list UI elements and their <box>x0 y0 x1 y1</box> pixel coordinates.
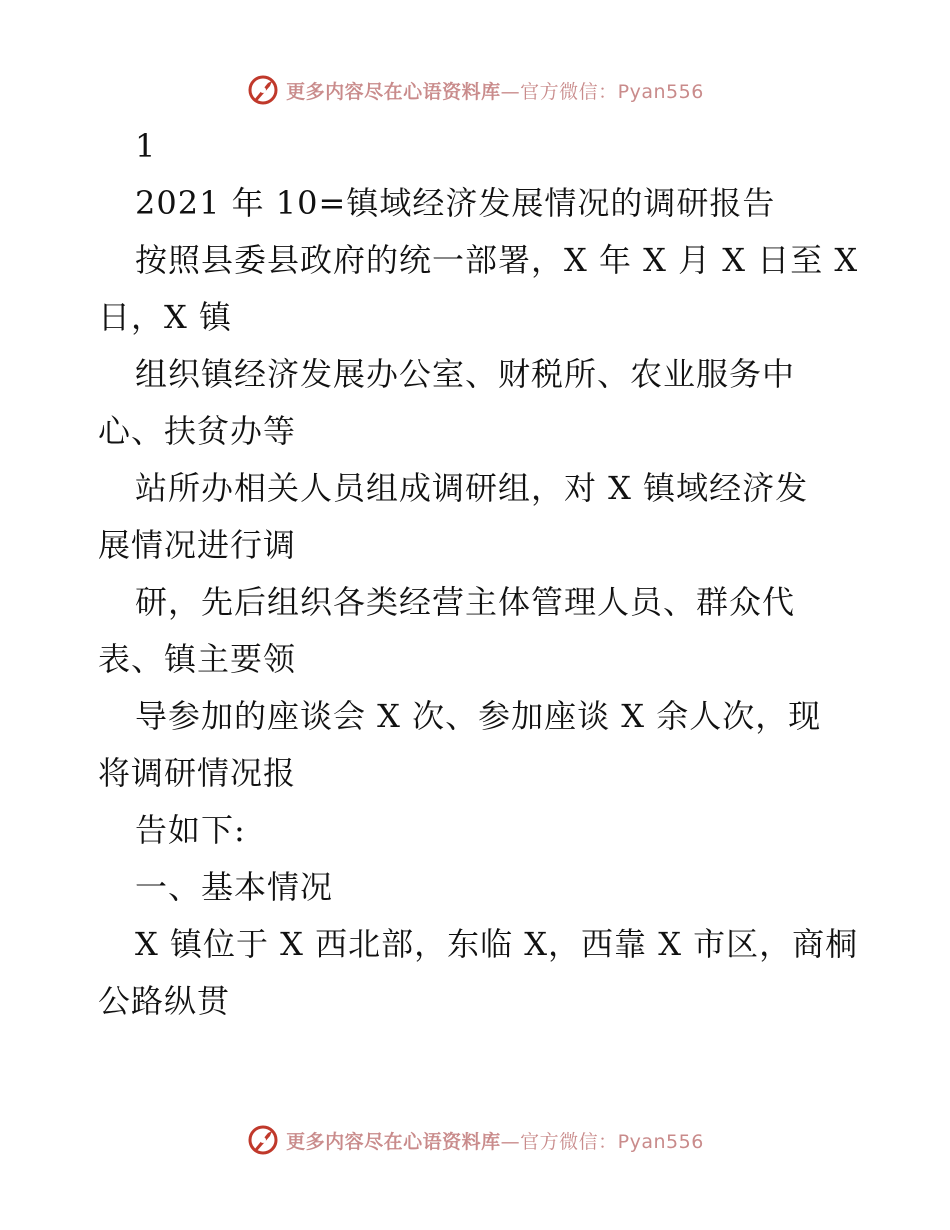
doc-title: 2021 年 10=镇域经济发展情况的调研报告 <box>135 184 776 222</box>
quill-logo-icon <box>246 73 280 107</box>
section-heading: 一、基本情况 <box>135 868 334 906</box>
doc-line: 导参加的座谈会 X 次、参加座谈 X 余人次，现 <box>135 697 822 735</box>
watermark-main: 更多内容尽在心语资料库 <box>286 80 501 103</box>
doc-line: 站所办相关人员组成调研组，对 X 镇域经济发 <box>135 469 809 507</box>
watermark-main: 更多内容尽在心语资料库 <box>286 1130 501 1153</box>
doc-line: 1 <box>135 127 157 165</box>
watermark-text <box>286 77 704 104</box>
quill-logo-icon <box>246 1123 280 1157</box>
doc-line: X 镇位于 X 西北部，东临 X，西靠 X 市区，商桐 <box>135 925 859 963</box>
doc-line: 将调研情况报 <box>98 754 297 792</box>
doc-line: 展情况进行调 <box>98 526 297 564</box>
watermark-text <box>286 1127 704 1154</box>
doc-line: 研，先后组织各类经营主体管理人员、群众代 <box>135 583 796 621</box>
header-watermark <box>0 70 950 110</box>
watermark-separator: — <box>500 1130 521 1153</box>
doc-line: 组织镇经济发展办公室、财税所、农业服务中 <box>135 355 796 393</box>
watermark-sub: 官方微信：Pyan556 <box>520 80 704 103</box>
document-body <box>0 118 950 1030</box>
watermark-sub: 官方微信：Pyan556 <box>520 1130 704 1153</box>
doc-line: 日，X 镇 <box>98 298 232 336</box>
doc-line: 告如下: <box>135 811 246 849</box>
doc-line: 表、镇主要领 <box>98 640 297 678</box>
doc-line: 公路纵贯 <box>98 982 231 1020</box>
doc-line: 按照县委县政府的统一部署，X 年 X 月 X 日至 X <box>135 241 859 279</box>
watermark-separator: — <box>500 80 521 103</box>
doc-line: 心、扶贫办等 <box>98 412 297 450</box>
footer-watermark <box>0 1120 950 1160</box>
